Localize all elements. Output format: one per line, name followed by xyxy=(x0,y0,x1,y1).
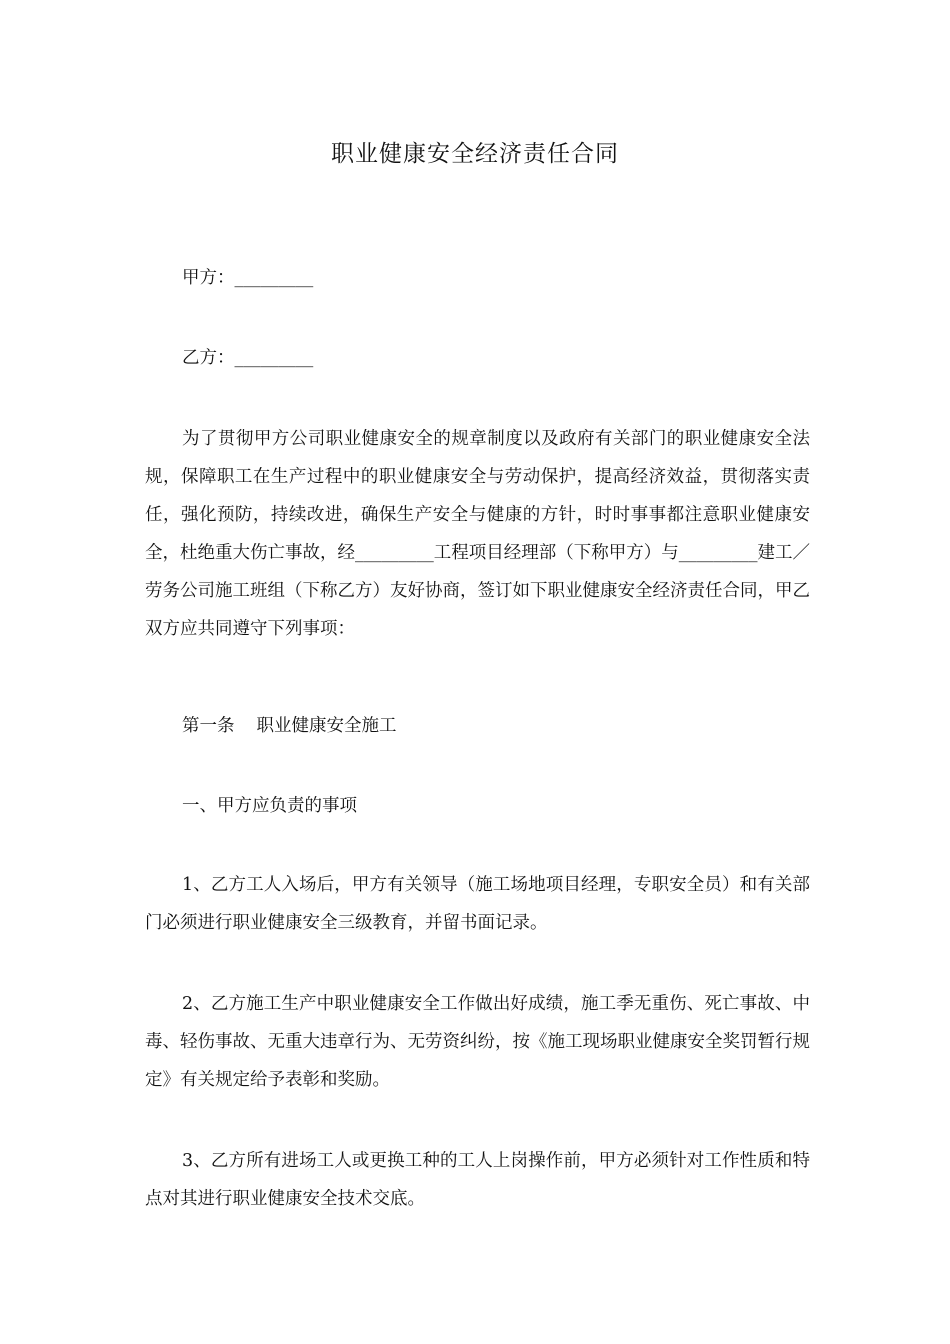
article-1-heading xyxy=(182,707,397,745)
party-a-line: 甲方：_________ xyxy=(182,268,314,288)
document-title: 职业健康安全经济责任合同 xyxy=(331,141,619,167)
list-item-1: 1、乙方工人入场后，甲方有关领导（施工场地项目经理，专职安全员）和有关部门必须进行职业健康安全三级教育，并留书面记录。 xyxy=(145,875,810,933)
list-item-3: 3、乙方所有进场工人或更换工种的工人上岗操作前，甲方必须针对工作性质和特点对其进行职业健康安全技术交底。 xyxy=(145,1151,810,1209)
party-b-line: 乙方：_________ xyxy=(182,348,314,368)
article-1-title: 职业健康安全施工 xyxy=(256,716,397,736)
list-item-2: 2、乙方施工生产中职业健康安全工作做出好成绩，施工季无重伤、死亡事故、中毒、轻伤事故、无重大违章行为、无劳资纠纷，按《施工现场职业健康安全奖罚暂行规定》有关规定给予表彰和奖励。 xyxy=(145,994,810,1090)
preamble-paragraph: 为了贯彻甲方公司职业健康安全的规章制度以及政府有关部门的职业健康安全法规，保障职工在生产过程中的职业健康安全与劳动保护，提高经济效益，贯彻落实责任，强化预防，持续改进，确保生产安全与健康的方针，时时事事都注意职业健康安全，杜绝重大伤亡事故，经_________工程项目经理部（下称甲方）与_________建工／劳务公司施工班组（下称乙方）友好协商，签订如下职业健康安全经济责任合同，甲乙双方应共同遵守下列事项： xyxy=(145,429,810,639)
section-1-heading: 一、甲方应负责的事项 xyxy=(182,796,357,816)
article-1-number: 第一条 xyxy=(182,716,235,736)
